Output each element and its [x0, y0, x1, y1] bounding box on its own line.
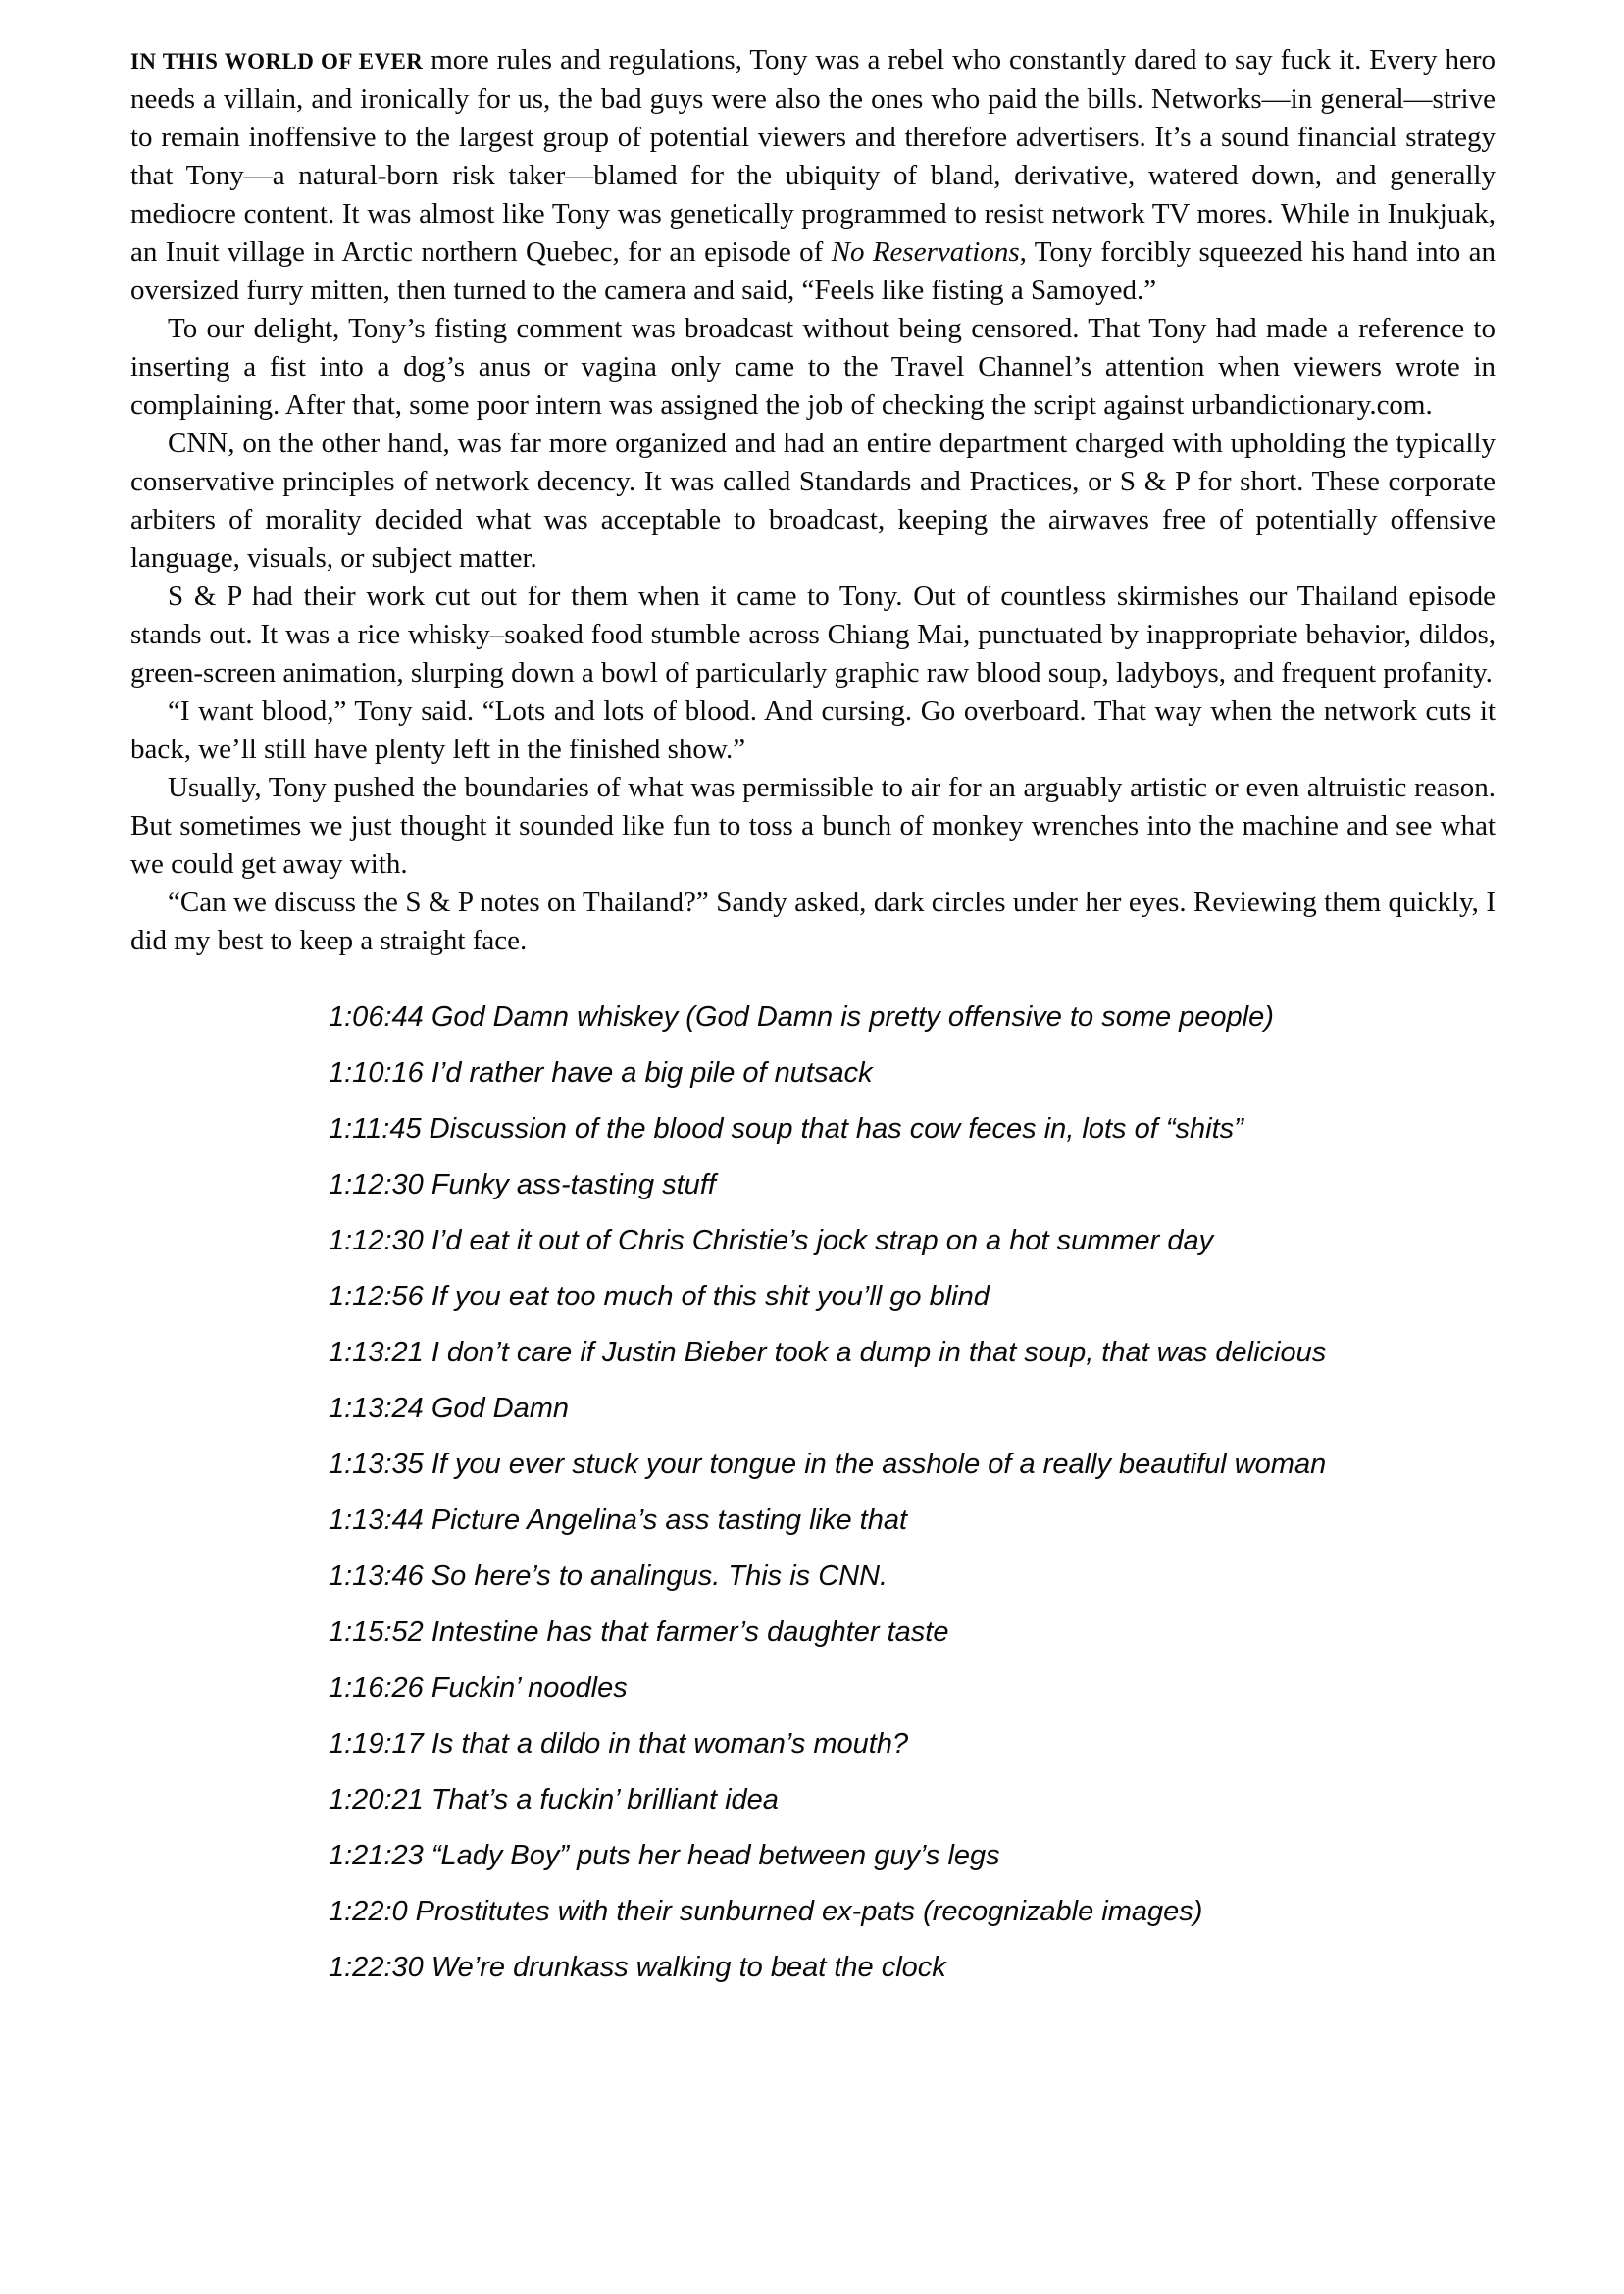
- sp-note-item: 1:12:30 I’d eat it out of Chris Christie’s jock strap on a hot summer day: [329, 1225, 1214, 1256]
- sp-note-item: 1:20:21 That’s a fuckin’ brilliant idea: [329, 1784, 779, 1815]
- sp-note-item: 1:19:17 Is that a dildo in that woman’s mouth?: [329, 1728, 909, 1759]
- sp-note-item: 1:13:46 So here’s to analingus. This is CNN.: [329, 1560, 888, 1592]
- paragraph-text: , Tony forcibly squeezed his hand into an oversized furry mitten, then turned to the camera and said, “Feels like fisting a Samoyed.”: [130, 236, 1496, 306]
- sp-note-item: 1:06:44 God Damn whiskey (God Damn is pretty offensive to some people): [329, 1001, 1274, 1033]
- sp-note-item: 1:21:23 “Lady Boy” puts her head between guy’s legs: [329, 1840, 1000, 1871]
- body-paragraphs: [130, 41, 1496, 960]
- opening-small-caps: IN THIS WORLD OF EVER: [130, 49, 424, 74]
- paragraph-text: “Can we discuss the S & P notes on Thailand?” Sandy asked, dark circles under her eyes. Reviewing them quickly, I did my best to keep a straight face.: [130, 887, 1496, 956]
- paragraph-text: “I want blood,” Tony said. “Lots and lots of blood. And cursing. Go overboard. That way when the network cuts it back, we’ll still have plenty left in the finished show.”: [130, 695, 1496, 765]
- sp-note-item: 1:15:52 Intestine has that farmer’s daughter taste: [329, 1616, 949, 1648]
- paragraph-text: Usually, Tony pushed the boundaries of what was permissible to air for an arguably artistic or even altruistic reason. But sometimes we just thought it sounded like fun to toss a bunch of monkey wrenches into the machine and see what we could get away with.: [130, 772, 1496, 880]
- sp-note-item: 1:13:24 God Damn: [329, 1393, 570, 1424]
- sp-note-item: 1:13:35 If you ever stuck your tongue in the asshole of a really beautiful woman: [329, 1449, 1327, 1480]
- body-paragraph: [130, 425, 1496, 578]
- body-paragraph: [130, 884, 1496, 960]
- sp-note-item: 1:13:21 I don’t care if Justin Bieber took a dump in that soup, that was delicious: [329, 1337, 1327, 1368]
- sp-notes-list: [329, 990, 1496, 1996]
- paragraph-text: CNN, on the other hand, was far more organized and had an entire department charged with upholding the typically conservative principles of network decency. It was called Standards and Practices, or S & P for short. These corporate arbiters of morality decided what was acceptable to broadcast, keeping the airwaves free of potentially offensive language, visuals, or subject matter.: [130, 428, 1496, 574]
- body-paragraph: [130, 578, 1496, 692]
- body-paragraph: [130, 41, 1496, 310]
- paragraph-text: S & P had their work cut out for them when it came to Tony. Out of countless skirmishes our Thailand episode stands out. It was a rice whisky–soaked food stumble across Chiang Mai, punctuated by inappropriate behavior, dildos, green-screen animation, slurping down a bowl of particularly graphic raw blood soup, ladyboys, and frequent profanity.: [130, 581, 1496, 688]
- body-paragraph: [130, 310, 1496, 425]
- sp-note-item: 1:12:30 Funky ass-tasting stuff: [329, 1169, 716, 1200]
- sp-note-item: 1:16:26 Fuckin’ noodles: [329, 1672, 628, 1704]
- book-title-italic: No Reservations: [831, 236, 1020, 268]
- paragraph-text: To our delight, Tony’s fisting comment was broadcast without being censored. That Tony had made a reference to inserting a fist into a dog’s anus or vagina only came to the Travel Channel’s attention when viewers wrote in complaining. After that, some poor intern was assigned the job of checking the script against urbandictionary.com.: [130, 313, 1496, 421]
- sp-note-item: 1:13:44 Picture Angelina’s ass tasting like that: [329, 1504, 908, 1536]
- sp-note-item: 1:22:30 We’re drunkass walking to beat the clock: [329, 1952, 946, 1983]
- body-paragraph: [130, 692, 1496, 769]
- sp-note-item: 1:22:0 Prostitutes with their sunburned ex-pats (recognizable images): [329, 1896, 1203, 1927]
- sp-note-item: 1:12:56 If you eat too much of this shit you’ll go blind: [329, 1281, 990, 1312]
- body-paragraph: [130, 769, 1496, 884]
- paragraph-text: more rules and regulations, Tony was a rebel who constantly dared to say fuck it. Every hero needs a villain, and ironically for us, the bad guys were also the ones who paid the bills. Networks—in general—strive to remain inoffensive to the largest group of potential viewers and therefore advertisers. It’s a sound financial strategy that Tony—a natural-born risk taker—blamed for the ubiquity of bland, derivative, watered down, and generally mediocre content. It was almost like Tony was genetically programmed to resist network TV mores. While in Inukjuak, an Inuit village in Arctic northern Quebec, for an episode of: [130, 44, 1496, 268]
- sp-note-item: 1:10:16 I’d rather have a big pile of nutsack: [329, 1057, 873, 1089]
- text-column: [130, 41, 1496, 1996]
- sp-note-item: 1:11:45 Discussion of the blood soup that has cow feces in, lots of “shits”: [329, 1113, 1243, 1145]
